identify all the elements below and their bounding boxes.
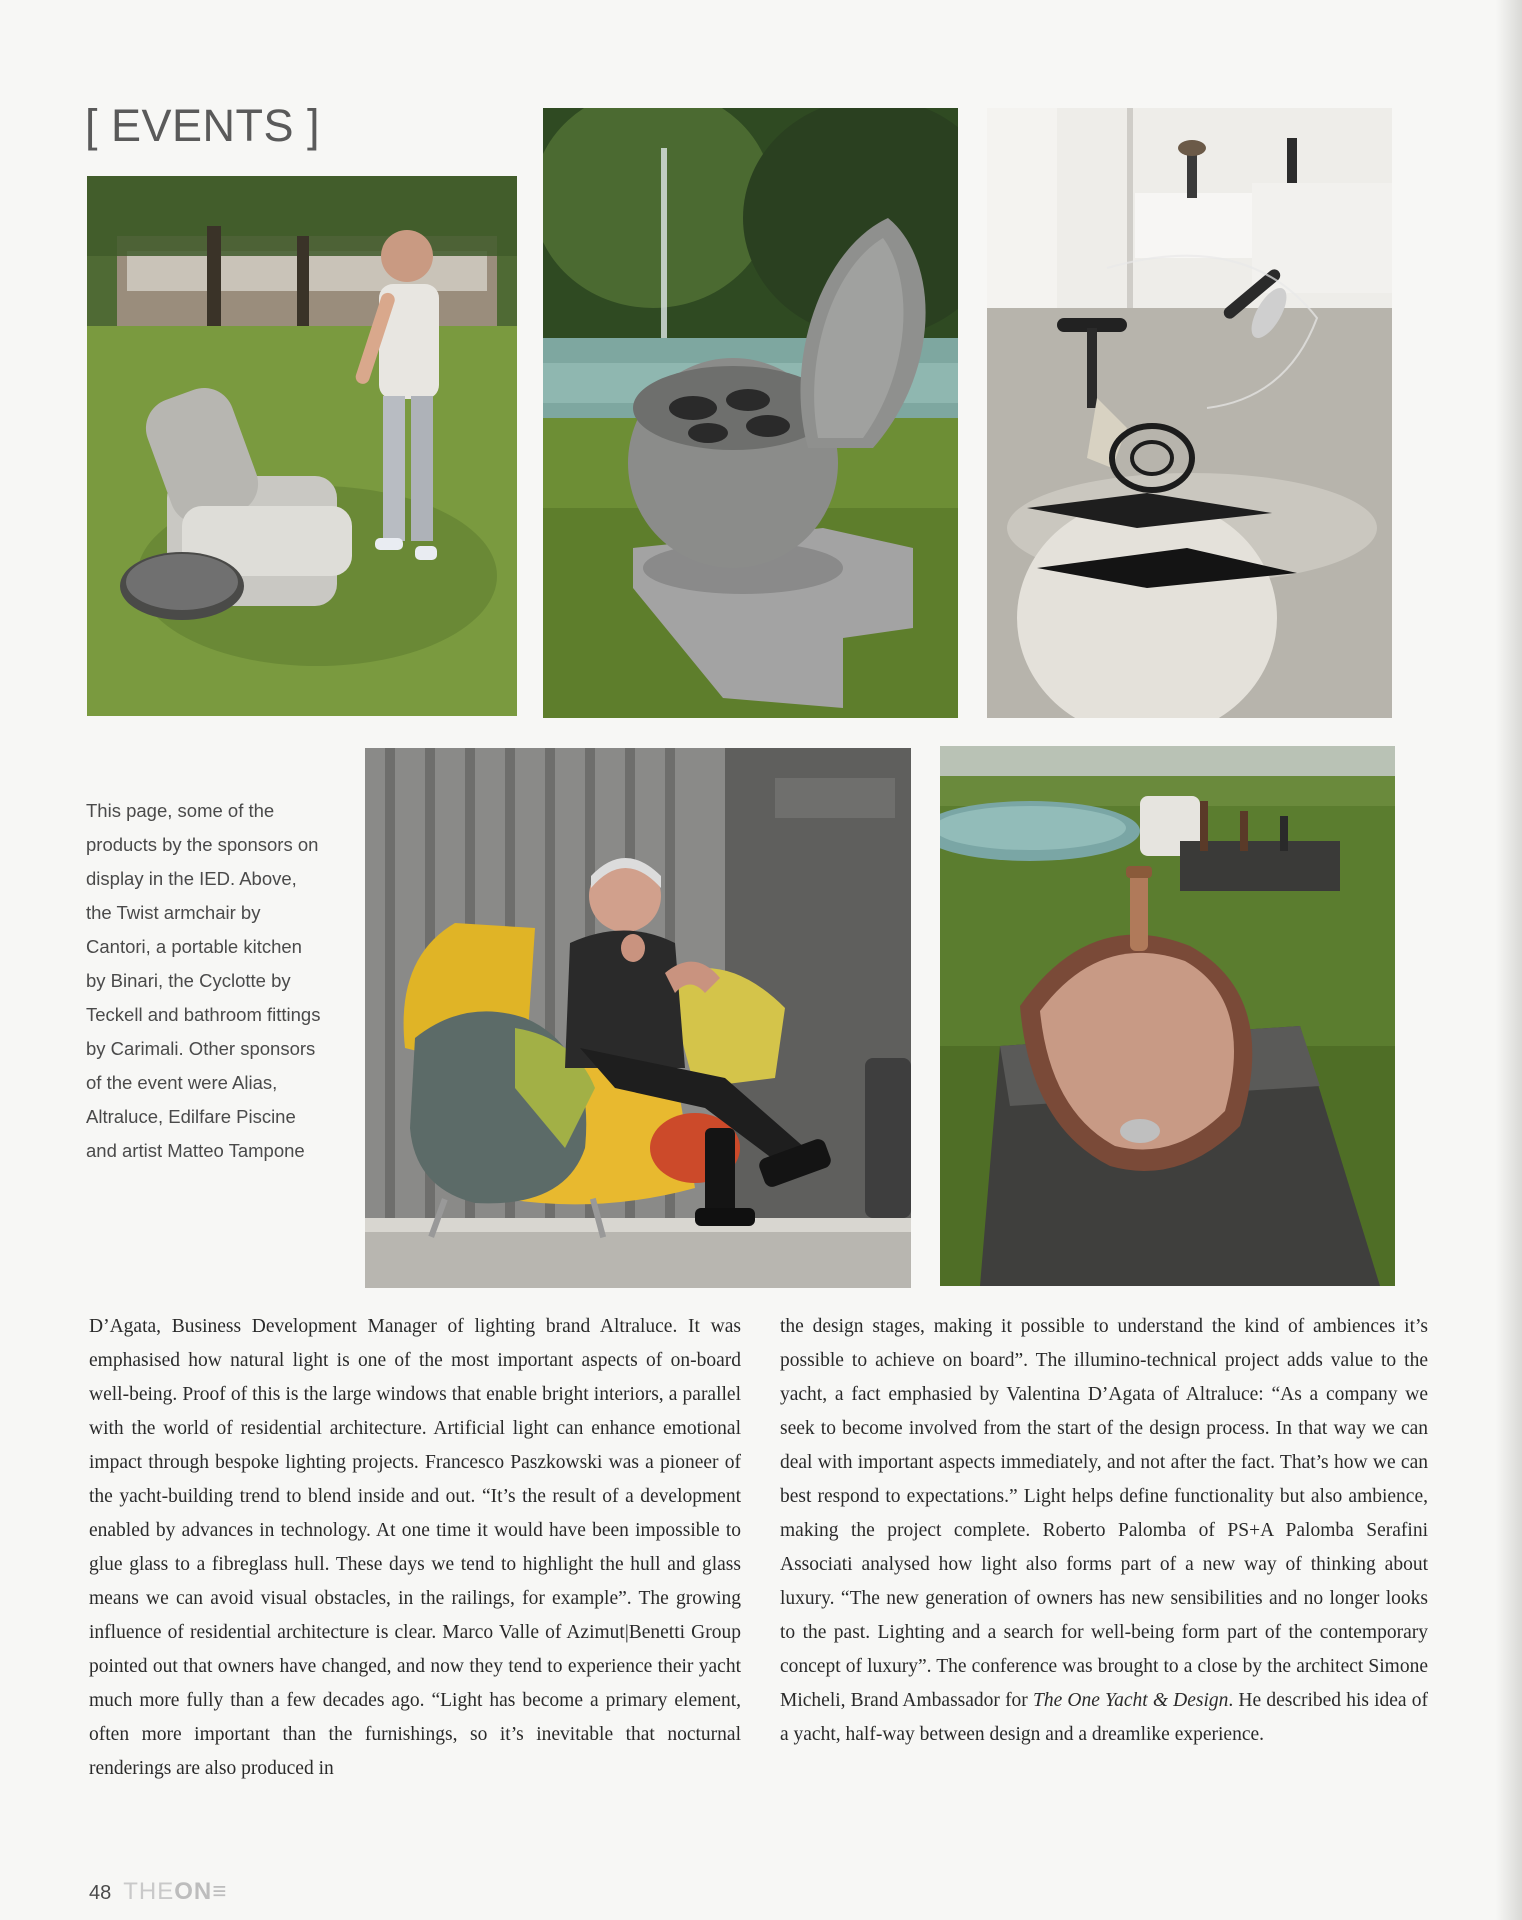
bathroom-fittings-photo: [940, 746, 1395, 1286]
section-title: [ EVENTS ]: [85, 100, 321, 151]
photo-caption: [86, 794, 326, 1168]
logo-light-text: THE: [123, 1878, 175, 1905]
page-number: 48: [89, 1882, 112, 1904]
magazine-title: The One Yacht & Design: [1032, 1690, 1229, 1711]
article-text-right-a: the design stages, making it possible to understand the kind of ambiences it’s possible to achieve on board”. The illumino-technical project adds value to the yacht, a fact emphasied by Valentina D’Agata of Altraluce: “As a company we seek to become involved from the start of the design process. In that way we can deal with important aspects immediately, and not after the fact. That’s how we can best respond to expectations.” Light helps define functionality but also ambience, making the project complete. Roberto Palomba of PS+A Palomba Serafini Associati analysed how light also forms part of a new way of thinking about luxury. “The new generation of owners has new sensibilities and no longer looks to the past. Lighting and a search for well-being form part of the contemporary concept of luxury”. The conference was brought to a close by the architect Simone Micheli, Brand Ambassador for: [780, 1316, 1428, 1711]
page-footer: [89, 1878, 227, 1906]
caption-text: This page, some of the products by the sponsors on display in the IED. Above, the Twist armchair by Cantori, a portable kitchen by Binari, the Cyclotte by Teckell and bathroom fittings by Carimali. Other sponsors of the event were Alias, Altraluce, Edilfare Piscine and artist Matteo Tampone: [86, 800, 321, 1161]
magazine-logo: [123, 1878, 227, 1906]
article-text-right-b: . He described his idea of a yacht, half-way between design and a dreamlike experience.: [780, 1690, 1428, 1745]
article-column-left: [89, 1310, 741, 1786]
conference-speaker-photo: [365, 748, 911, 1288]
cyclotte-photo: [987, 108, 1392, 718]
article-column-right: [780, 1310, 1428, 1752]
page-gutter-shadow: [1496, 0, 1522, 1920]
logo-bold-text: ON≡: [174, 1878, 228, 1905]
article-paragraph-right: [780, 1310, 1428, 1752]
twist-armchair-photo: [87, 176, 517, 716]
portable-kitchen-photo: [543, 108, 958, 718]
article-paragraph-left: D’Agata, Business Development Manager of lighting brand Altraluce. It was emphasised how natural light is one of the most important aspects of on-board well-being. Proof of this is the large windows that enable bright interiors, a parallel with the world of residential architecture. Artificial light can enhance emotional impact through bespoke lighting projects. Francesco Paszkowski was a pioneer of the yacht-building trend to blend inside and out. “It’s the result of a development enabled by advances in technology. At one time it would have been impossible to glue glass to a fibreglass hull. These days we tend to highlight the hull and glass means we can avoid visual obstacles, in the railings, for example”. The growing influence of residential architecture is clear. Marco Valle of Azimut|Benetti Group pointed out that owners have changed, and now they tend to experience their yacht much more fully than a few decades ago. “Light has become a primary element, often more important than the furnishings, so it’s inevitable that nocturnal renderings are also produced in: [89, 1316, 741, 1779]
